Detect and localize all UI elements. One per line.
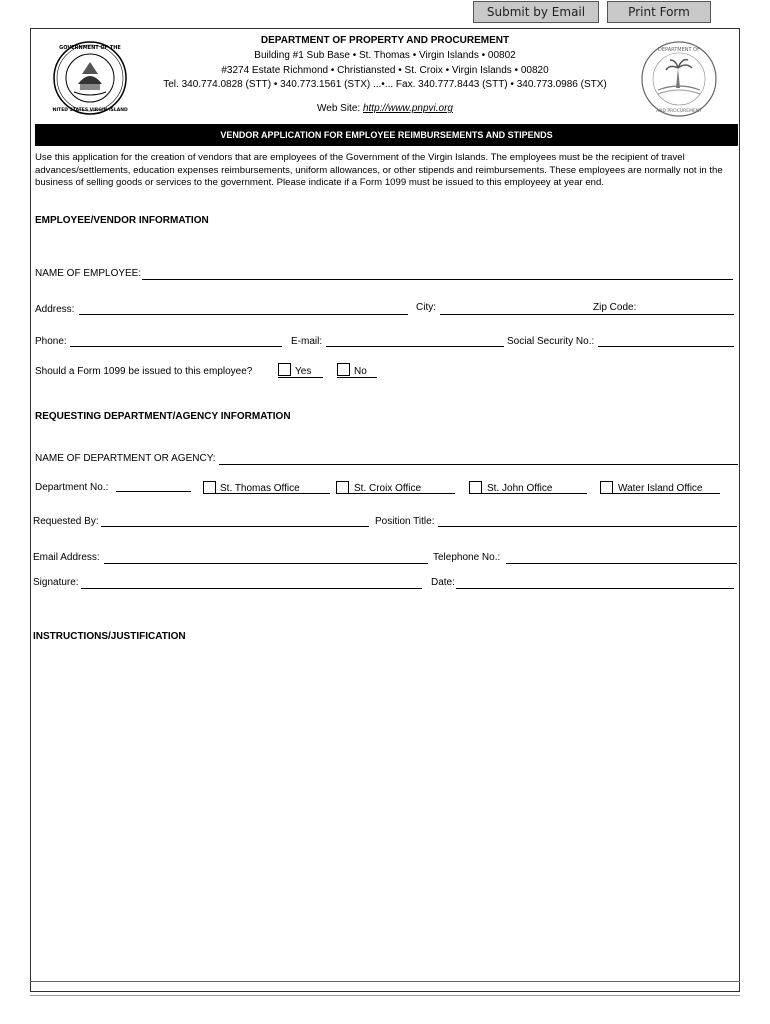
date-field[interactable] bbox=[456, 588, 734, 589]
st-thomas-office-underline bbox=[203, 493, 330, 494]
water-island-office-underline bbox=[600, 493, 720, 494]
requested-by-label: Requested By: bbox=[33, 516, 99, 527]
email-label: E-mail: bbox=[291, 336, 323, 347]
department-name-label: NAME OF DEPARTMENT OR AGENCY: bbox=[35, 453, 216, 464]
phone-label: Phone: bbox=[35, 336, 67, 347]
telephone-label: Telephone No.: bbox=[433, 552, 501, 563]
employee-name-label: NAME OF EMPLOYEE: bbox=[35, 268, 142, 279]
no-label: No bbox=[354, 366, 367, 377]
water-island-office-label: Water Island Office bbox=[618, 483, 703, 494]
signature-field[interactable] bbox=[81, 588, 422, 589]
zip-code-label: Zip Code: bbox=[593, 302, 637, 313]
website-link[interactable]: http://www.pnpvi.org bbox=[362, 103, 453, 114]
phone-field[interactable] bbox=[70, 346, 282, 347]
ssn-label: Social Security No.: bbox=[507, 336, 595, 347]
address-label: Address: bbox=[35, 304, 75, 315]
date-label: Date: bbox=[431, 577, 455, 588]
website-label: Web Site: bbox=[317, 103, 361, 114]
address-field[interactable] bbox=[79, 314, 408, 315]
st-croix-office-label: St. Croix Office bbox=[354, 483, 422, 494]
svg-text:DEPARTMENT OF: DEPARTMENT OF bbox=[658, 47, 700, 53]
phone-fax-line: Tel. 340.774.0828 (STT) • 340.773.1561 (STX) ...•... Fax. 340.777.8443 (STT) • 340.773.0986 (STX) bbox=[163, 79, 607, 90]
svg-text:AND PROCUREMENT: AND PROCUREMENT bbox=[656, 109, 702, 114]
email-field[interactable] bbox=[326, 346, 504, 347]
address-line-1: Building #1 Sub Base • St. Thomas • Virgin Islands • 00802 bbox=[254, 50, 516, 61]
form-1099-yes-checkbox[interactable] bbox=[278, 363, 291, 376]
department-title: DEPARTMENT OF PROPERTY AND PROCUREMENT bbox=[260, 35, 510, 46]
bottom-divider-2 bbox=[30, 995, 740, 996]
telephone-field[interactable] bbox=[506, 563, 737, 564]
no-underline bbox=[337, 377, 377, 378]
yes-underline bbox=[278, 377, 323, 378]
st-john-office-label: St. John Office bbox=[487, 483, 553, 494]
city-label: City: bbox=[416, 302, 436, 313]
print-form-button[interactable]: Print Form bbox=[607, 1, 711, 23]
employee-section-heading: EMPLOYEE/VENDOR INFORMATION bbox=[35, 215, 209, 226]
bottom-divider bbox=[30, 981, 740, 982]
email-address-label: Email Address: bbox=[33, 552, 100, 563]
st-croix-office-underline bbox=[336, 493, 455, 494]
department-name-field[interactable] bbox=[219, 464, 738, 465]
form-title-banner: VENDOR APPLICATION FOR EMPLOYEE REIMBURSEMENTS AND STIPENDS bbox=[35, 124, 738, 146]
department-section-heading: REQUESTING DEPARTMENT/AGENCY INFORMATION bbox=[35, 411, 291, 422]
signature-label: Signature: bbox=[33, 577, 79, 588]
requested-by-field[interactable] bbox=[101, 526, 369, 527]
yes-label: Yes bbox=[295, 366, 312, 377]
submit-by-email-button[interactable]: Submit by Email bbox=[473, 1, 599, 23]
city-field[interactable] bbox=[440, 314, 734, 315]
form-1099-question: Should a Form 1099 be issued to this employee? bbox=[35, 366, 253, 377]
svg-text:UNITED STATES VIRGIN ISLANDS: UNITED STATES VIRGIN ISLANDS bbox=[52, 108, 128, 113]
st-thomas-office-label: St. Thomas Office bbox=[220, 483, 300, 494]
position-title-label: Position Title: bbox=[375, 516, 435, 527]
st-john-office-underline bbox=[469, 493, 587, 494]
address-line-2: #3274 Estate Richmond • Christiansted • St. Croix • Virgin Islands • 00820 bbox=[221, 65, 549, 76]
instructions-heading: INSTRUCTIONS/JUSTIFICATION bbox=[33, 631, 186, 642]
intro-paragraph: Use this application for the creation of vendors that are employees of the Government of the Virgin Islands. The employees must be the recipient of travel advances/settlements, education expenses reimbursements, uniform allowances, or other stipends and reimbursements. These employees are normally not in the business of selling goods or services to the government. Please indicate if a Form 1099 must be issued to this employeey at year end. bbox=[35, 152, 723, 188]
instructions-textarea[interactable] bbox=[33, 648, 735, 978]
position-title-field[interactable] bbox=[438, 526, 737, 527]
email-address-field[interactable] bbox=[104, 563, 428, 564]
employee-name-field[interactable] bbox=[142, 279, 733, 280]
website-line bbox=[0, 103, 770, 115]
form-1099-no-checkbox[interactable] bbox=[337, 363, 350, 376]
department-number-field[interactable] bbox=[116, 491, 191, 492]
svg-text:GOVERNMENT OF THE: GOVERNMENT OF THE bbox=[59, 45, 121, 51]
ssn-field[interactable] bbox=[598, 346, 734, 347]
department-number-label: Department No.: bbox=[35, 482, 109, 493]
